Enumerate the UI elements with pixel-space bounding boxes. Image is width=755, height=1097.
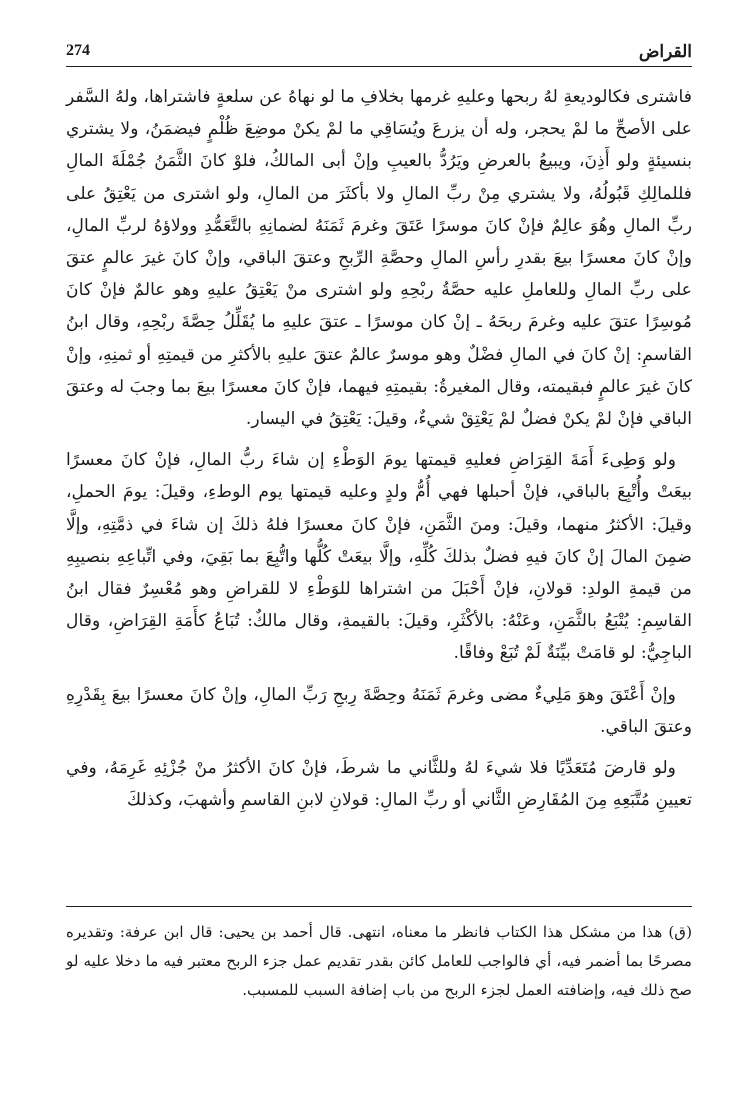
footnote: (ق) هذا من مشكل هذا الكتاب فانظر ما معناه، انتهى. قال أحمد بن يحيى: قال ابن عرفة: وتقديره مصرحًا بما أضمر فيه، أي فالواجب للعامل كائن بقدر تقديم عمل جزء الربح معتبر فيه ما دخلا عليه لو صح ذلك فيه، وإضافته العمل لجزء الربح من باب إضافة السبب للمسبب. [66,923,692,999]
paragraph: ولو وَطِىءَ أَمَةَ القِرَاضِ فعليهِ قيمتها يومَ الوَطْءِ إن شاءَ ربُّ المالِ، فإنْ كانَ معسرًا بيعَتْ وأُتْبِعَ بالباقي، فإنْ أحبلها فهي أُمُّ ولدٍ وعليه قيمتها يوم الوطءِ، وقيلَ: يومَ الحملِ، وقيلَ: الأكثرُ منهما، وقيلَ: ومنَ الثَّمَنِ، فإنْ كانَ معسرًا فلهُ ذلكَ إن شاءَ في ذمَّتِهِ، وإلَّا ضمِنَ المالَ إنْ كانَ فيهِ فضلٌ بذلكَ كُلِّهِ، وإلَّا بيعَتْ كُلُّها واتُّبِعَ بما بَقِيَ، وفي اتِّباعِهِ بنصيبِهِ من قيمةِ الولدِ: قولانِ، فإنْ أَحْبَلَ من اشتراها للوَطْءِ لا للقراضِ وهو مُعْسِرٌ فقال ابنُ القاسِمِ: يُتْبَعُ بالثَّمَنِ، وعَنْهُ: بالأكْثَرِ، وقيلَ: بالقيمةِ، وقال مالكٌ: تُبَاعُ كأَمَةِ القِرَاضِ، وقال الباجِيُّ: لو قامَتْ بيِّنَةٌ لَمْ تُبَعْ وفاقًا. [66,450,692,664]
footnote-divider [66,906,692,907]
main-text [66,81,692,816]
page-number: 274 [66,42,90,59]
paragraph: فاشترى فكالوديعةِ لهُ ربحها وعليهِ غرمها بخلافِ ما لو نهاهُ عن سلعةٍ فاشتراها، ولهُ السَّفر على الأصحِّ ما لمْ يحجر، وله أن يزرعَ ويُسَاقِي ما لمْ يكنْ موضِعَ ظُلْمٍ فيضمَنُ، ولا يشتري بنسيئةٍ ولو أَذِنَ، ويبيعُ بالعرضِ ويَرُدُّ بالعيبِ وإنْ أبى المالكُ، فلوْ كانَ الثَّمَنُ جُمْلَةَ المالِ فللمالِكِ قَبُولُهُ، ولا يشتري مِنْ ربِّ المالِ ولا بأكثَرَ من المالِ، ولو اشترى من يَعْتِقُ على ربِّ المالِ وهُوَ عالِمٌ فإنْ كانَ موسرًا عَتَقَ وغرمَ ثَمَنَهُ لضمانِهِ بالتَّعَمُّدِ وولاؤهُ لربِّ المالِ، وإنْ كانَ معسرًا بيعَ بقدرِ رأسِ المالِ وحصَّةِ الرِّبحِ وعتقَ الباقي، وإنْ كانَ غيرَ عالمٍ عتقَ على ربِّ المالِ وللعاملِ عليه حصَّةُ ربْحِهِ ولو اشترى منْ يَعْتِقُ عليهِ وهو عالمٌ فإنْ كانَ مُوسِرًا عتقَ عليه وغرمَ ربحَهُ ـ إنْ كان موسرًا ـ عتقَ عليهِ ما يُقَلِّلُ حِصَّةَ ربْحِهِ، وقال ابنُ القاسمِ: إنْ كانَ في المالِ فضْلٌ وهو موسرٌ عالمٌ عتقَ عليهِ بالأكثرِ من قيمتِهِ أو ثمنِهِ، وإنْ كانَ غيرَ عالمٍ فبقيمته، وقال المغيرةُ: بقيمتِهِ فيهما، فإنْ كانَ معسرًا بيعَ بما وجبَ له وعتقَ الباقي فإنْ لمْ يكنْ فضلٌ لمْ يَعْتِقْ شيءٌ، وقيلَ: يَعْتِقُ في اليسار. [66,87,692,430]
running-header [66,38,692,67]
chapter-title: القراض [638,42,692,62]
paragraph: ولو قارضَ مُتَعَدِّيًا فلا شيءَ لهُ وللثَّاني ما شرطَ، فإنْ كانَ الأكثرُ منْ جُزْئِهِ غَرِمَهُ، وفي تعيينِ مُتَّبَعِهِ مِنَ المُقَارِضِ الثَّاني أو ربِّ المالِ: قولانِ لابنِ القاسمِ وأشهبَ، وكذلكَ [66,758,692,811]
document-page [66,38,692,1068]
paragraph: وإنْ أَعْتَقَ وهوَ مَلِيءٌ مضى وغرمَ ثَمَنَهُ وحِصَّةَ رِبحِ رَبِّ المالِ، وإنْ كانَ معسرًا بيعَ بِقَدْرِهِ وعتقَ الباقي. [66,684,692,737]
